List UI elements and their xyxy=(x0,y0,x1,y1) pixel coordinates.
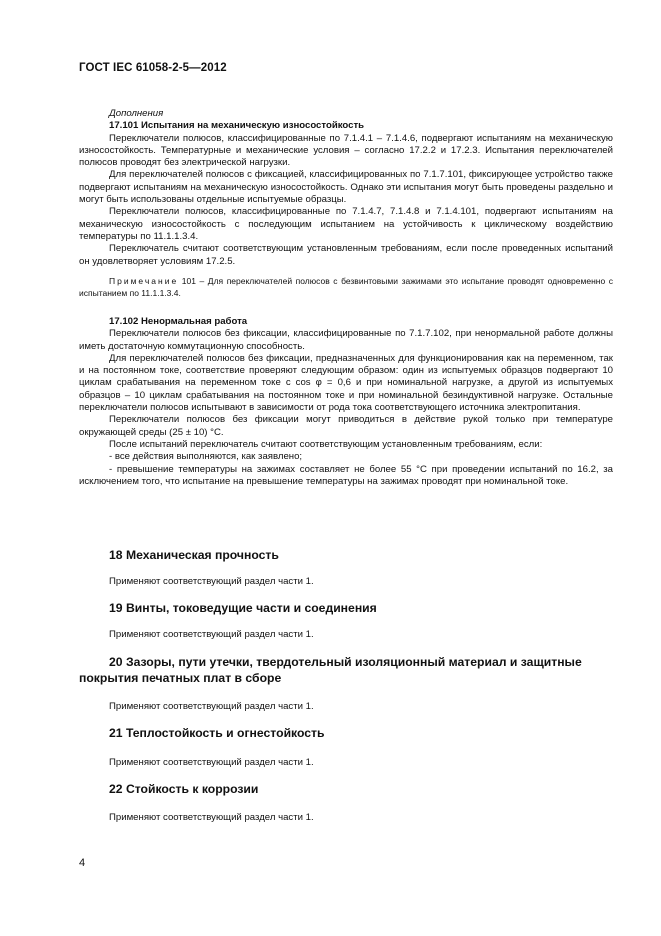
paragraph: Для переключателей полюсов с фиксацией, классифицированных по 7.1.7.101, фиксирующее устройство также подвергают испытаниям на механическую износостойкость. Однако эти испытания могут быть проведены раздельно и могут быть использованы отдельные испытуемые образцы. xyxy=(79,169,613,206)
paragraph: Переключатели полюсов без фиксации могут приводиться в действие рукой только при температуре окружающей среды (25 ± 10) °C. xyxy=(79,414,613,438)
addition-label: Дополнения xyxy=(109,108,164,119)
paragraph: Для переключателей полюсов без фиксации, предназначенных для функционирования как на переменном, так и на постоянном токе, соответствие проверяют следующим образом: один из испытуемых образцов подвергают 10 циклам срабатывания на переменном токе с cos φ = 0,6 и при номинальной нагрузке, а другой из испытуемых образцов – 10 циклам срабатывания на постоянном токе и при номинальной безиндуктивной нагрузке. Остальные переключатели полюсов испытывают в зависимости от рода тока соответствующего источника электропитания. xyxy=(79,352,613,414)
section-title-18: 18 Механическая прочность xyxy=(109,548,279,562)
section-title-21: 21 Теплостойкость и огнестойкость xyxy=(109,726,325,740)
document-header: ГОСТ IEC 61058-2-5—2012 xyxy=(79,62,227,74)
section-body-20: Применяют соответствующий раздел части 1. xyxy=(109,701,314,712)
section-title-19: 19 Винты, токоведущие части и соединения xyxy=(109,601,377,615)
section-title-22: 22 Стойкость к коррозии xyxy=(109,782,259,796)
section-body-22: Применяют соответствующий раздел части 1. xyxy=(109,812,314,823)
page-number: 4 xyxy=(79,857,86,869)
section-17-102 xyxy=(79,316,613,488)
note-label: Примечание xyxy=(109,275,179,286)
paragraph: Переключатель считают соответствующим установленным требованиям, если после проведенных испытаний он удовлетворяет условиям 17.2.5. xyxy=(79,243,613,267)
paragraph: Переключатели полюсов, классифицированные по 7.1.4.7, 7.1.4.8 и 7.1.4.101, подвергают испытаниям на механическую износостойкость с последующим испытанием на устойчивость к циклическому воздействию температуры по 11.1.1.3.4. xyxy=(79,206,613,242)
list-item: - все действия выполняются, как заявлено; xyxy=(109,451,303,463)
paragraph: После испытаний переключатель считают соответствующим установленным требованиям, если: xyxy=(109,438,543,450)
section-title-17-101: 17.101 Испытания на механическую износостойкость xyxy=(109,120,365,132)
paragraph: Переключатели полюсов без фиксации, классифицированные по 7.1.7.102, при ненормальной работе должны иметь достаточную коммутационную способность. xyxy=(79,328,613,352)
paragraph: Переключатели полюсов, классифицированные по 7.1.4.1 – 7.1.4.6, подвергают испытаниям на механическую износостойкость. Температурные и механические условия – согласно 17.2.2 и 17.2.3. Испытания переключателей полюсов проводят без электрической нагрузки. xyxy=(79,132,613,169)
section-title-17-102: 17.102 Ненормальная работа xyxy=(109,316,248,327)
section-body-18: Применяют соответствующий раздел части 1. xyxy=(109,576,314,587)
section-17-101 xyxy=(79,108,613,299)
section-title-20: 20 Зазоры, пути утечки, твердотельный изоляционный материал и защитные покрытия печатных плат в сборе xyxy=(79,655,582,685)
note xyxy=(79,275,613,299)
note-text: 101 – Для переключателей полюсов с безвинтовыми зажимами это испытание проводят одновременно с испытанием по 11.1.1.3.4. xyxy=(79,275,613,298)
section-body-19: Применяют соответствующий раздел части 1. xyxy=(109,629,314,640)
section-body-21: Применяют соответствующий раздел части 1. xyxy=(109,757,314,768)
list-item: - превышение температуры на зажимах составляет не более 55 °C при проведении испытаний по 16.2, за исключением того, что испытание на превышение температуры на зажимах проводят при номинальной токе. xyxy=(79,463,613,487)
